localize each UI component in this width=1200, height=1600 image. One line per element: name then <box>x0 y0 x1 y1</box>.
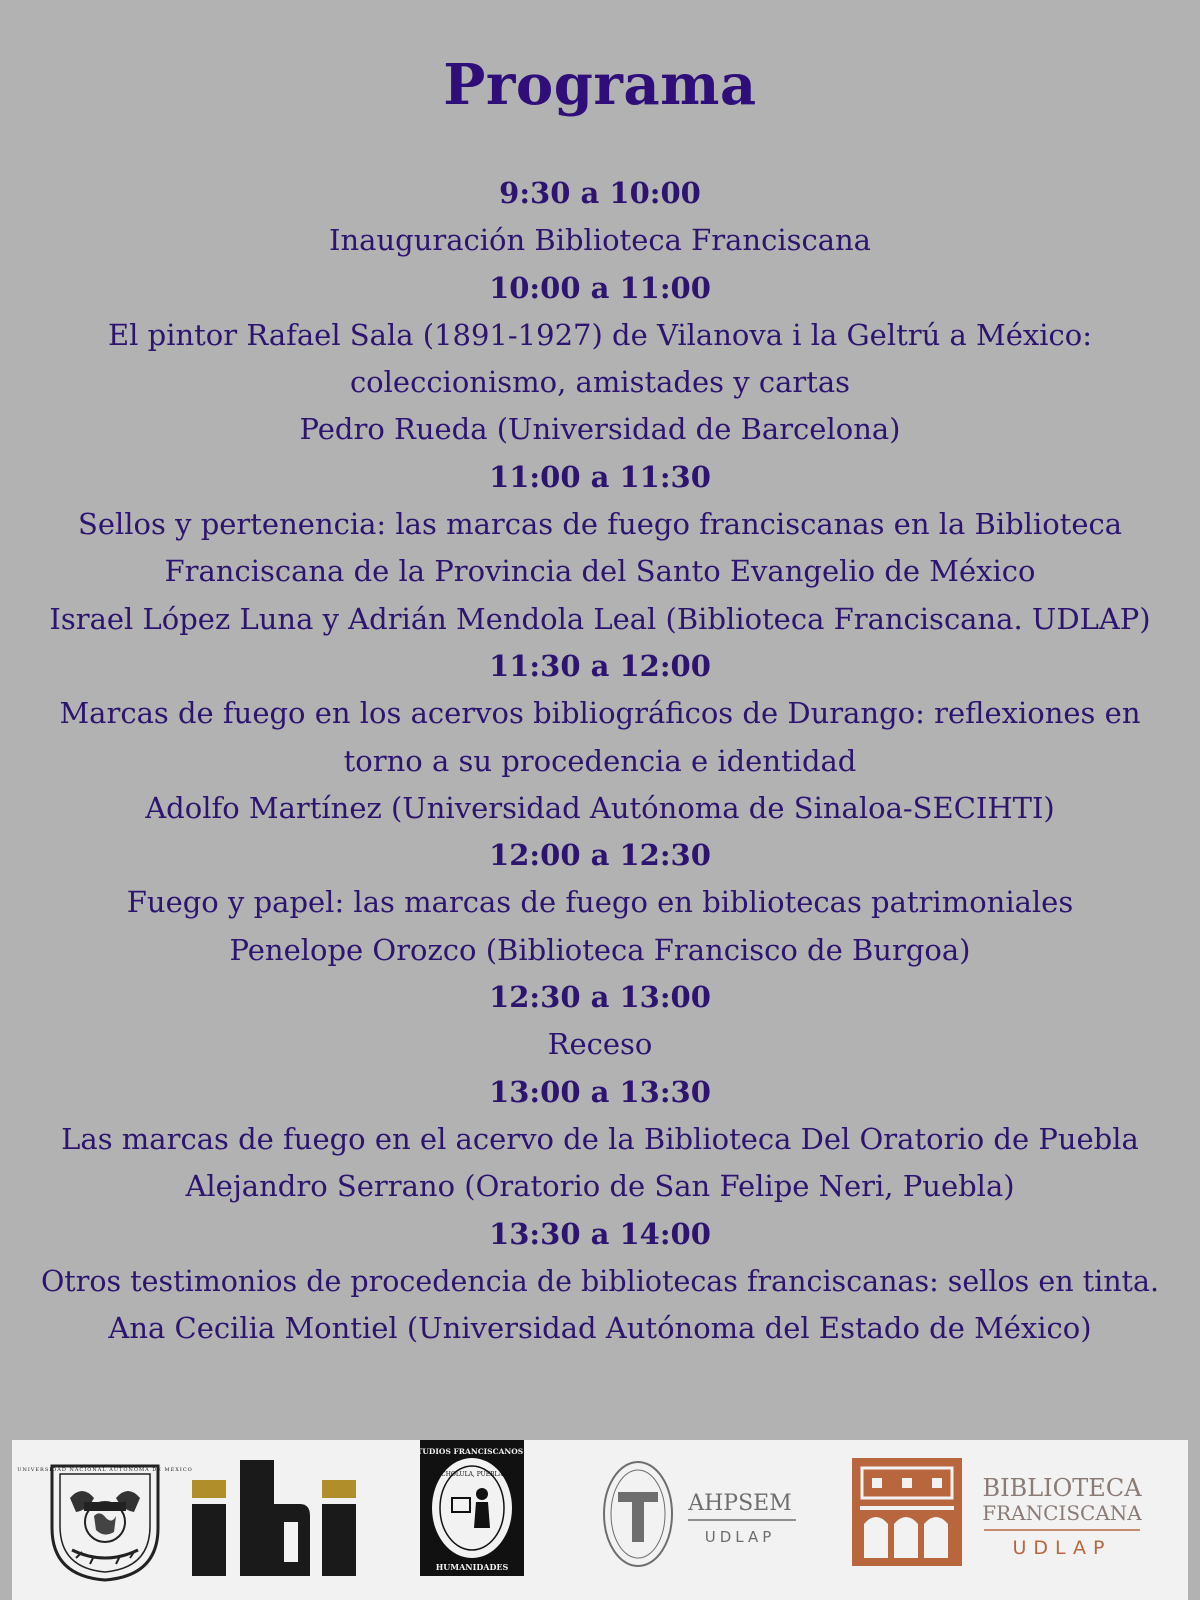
unam-logo <box>17 1458 193 1584</box>
schedule-time: 11:00 a 11:30 <box>489 459 711 494</box>
schedule-line: Inauguración Biblioteca Franciscana <box>329 223 871 258</box>
schedule-time: 12:30 a 13:00 <box>489 980 711 1015</box>
schedule-line: Receso <box>547 1027 653 1062</box>
schedule-line: Israel López Luna y Adrián Mendola Leal (Biblioteca Franciscana. UDLAP) <box>49 601 1151 636</box>
schedule-line: Adolfo Martínez (Universidad Autónoma de Sinaloa-SECIHTI) <box>145 790 1055 825</box>
schedule-line: El pintor Rafael Sala (1891-1927) de Vilanova i la Geltrú a México: <box>107 317 1093 352</box>
schedule-line: Fuego y papel: las marcas de fuego en bibliotecas patrimoniales <box>126 885 1074 920</box>
efh-bottom-text: HUMANIDADES <box>435 1562 509 1572</box>
estudios-franciscanos-logo <box>405 1440 539 1576</box>
schedule-line: Pedro Rueda (Universidad de Barcelona) <box>299 412 901 447</box>
schedule-line: Franciscana de la Provincia del Santo Evangelio de México <box>164 554 1036 589</box>
bf-line2: FRANCISCANA <box>982 1501 1142 1525</box>
schedule-line: Ana Cecilia Montiel (Universidad Autónoma del Estado de México) <box>108 1311 1092 1346</box>
program-schedule <box>40 170 1160 1352</box>
schedule-line: Marcas de fuego en los acervos bibliográficos de Durango: reflexiones en <box>59 696 1141 731</box>
bf-line1: BIBLIOTECA <box>982 1474 1142 1502</box>
unam-logo-text: UNIVERSIDAD NACIONAL AUTÓNOMA DE MÉXICO <box>17 1467 193 1473</box>
bf-sub: UDLAP <box>1012 1537 1112 1559</box>
ahpsem-sub: UDLAP <box>704 1528 776 1546</box>
schedule-time: 13:30 a 14:00 <box>489 1216 711 1251</box>
schedule-time: 10:00 a 11:00 <box>489 270 711 305</box>
footer-logos <box>12 1440 1188 1600</box>
page-title: Programa <box>443 52 757 118</box>
schedule-time: 9:30 a 10:00 <box>499 176 701 210</box>
schedule-time: 12:00 a 12:30 <box>489 838 711 873</box>
schedule-line: torno a su procedencia e identidad <box>343 743 857 778</box>
schedule-time: 13:00 a 13:30 <box>489 1074 711 1109</box>
biblioteca-franciscana-logo <box>852 1458 1152 1568</box>
schedule-time: 11:30 a 12:00 <box>489 648 711 683</box>
schedule-line: Alejandro Serrano (Oratorio de San Felipe Neri, Puebla) <box>185 1169 1015 1204</box>
ahpsem-name: AHPSEM <box>688 1491 792 1516</box>
schedule-line: Las marcas de fuego en el acervo de la Biblioteca Del Oratorio de Puebla <box>61 1121 1139 1156</box>
schedule-line: coleccionismo, amistades y cartas <box>349 365 851 400</box>
schedule-line: Penelope Orozco (Biblioteca Francisco de Burgoa) <box>229 932 971 967</box>
schedule-line: Sellos y pertenencia: las marcas de fuego franciscanas en la Biblioteca <box>77 507 1123 542</box>
ahpsem-logo <box>600 1458 810 1572</box>
ibi-logo <box>192 1460 358 1580</box>
schedule-line: Otros testimonios de procedencia de bibliotecas franciscanas: sellos en tinta. <box>40 1264 1160 1298</box>
efh-mid-text: CHOLULA, PUEBLA <box>441 1471 503 1478</box>
efh-top-text: ESTUDIOS FRANCISCANOS EN <box>405 1447 539 1456</box>
